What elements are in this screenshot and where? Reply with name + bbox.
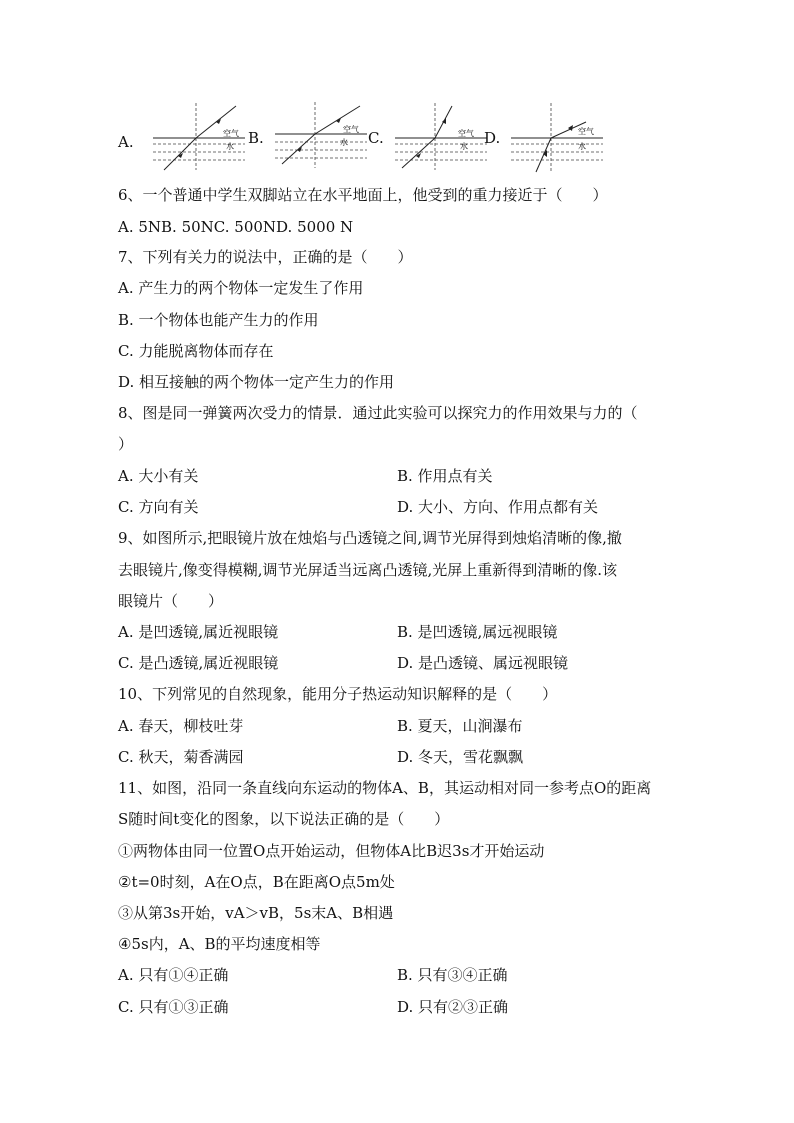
q8-option-c: C. 方向有关 — [118, 498, 199, 516]
q9-option-a: A. 是凹透镜,属近视眼镜 — [118, 623, 279, 641]
q11-stem-line1: 11、如图，沿同一条直线向东运动的物体A、B，其运动相对同一参考点O的距离 — [118, 779, 652, 797]
refraction-diagram-b — [270, 100, 370, 179]
figure-label-b: B. — [248, 129, 264, 147]
q7-option-c: C. 力能脱离物体而存在 — [118, 342, 274, 360]
water-label: 水 — [578, 142, 586, 151]
q11-statement-4: ④5s内，A、B的平均速度相等 — [118, 935, 321, 953]
q10-option-d: D. 冬天，雪花飘飘 — [397, 748, 524, 766]
q6-stem: 6、一个普通中学生双脚站立在水平地面上，他受到的重力接近于（ ） — [118, 186, 608, 204]
water-label: 水 — [226, 142, 234, 151]
q7-option-d: D. 相互接触的两个物体一定产生力的作用 — [118, 373, 395, 391]
figure-label-d: D. — [484, 129, 501, 147]
q6-options: A. 5NB. 50NC. 500ND. 5000 N — [118, 218, 354, 236]
q11-stem-line2: S随时间t变化的图象，以下说法正确的是（ ） — [118, 810, 450, 828]
air-label: 空气 — [578, 127, 594, 136]
q9-stem-line3: 眼镜片（ ） — [118, 592, 224, 610]
q11-option-a: A. 只有①④正确 — [118, 966, 229, 984]
air-label: 空气 — [223, 129, 239, 138]
q10-option-b: B. 夏天，山涧瀑布 — [397, 717, 523, 735]
q11-option-b: B. 只有③④正确 — [397, 966, 508, 984]
q7-option-a: A. 产生力的两个物体一定发生了作用 — [118, 279, 364, 297]
q9-option-d: D. 是凸透镜、属远视眼镜 — [397, 654, 569, 672]
q9-stem-line1: 9、如图所示,把眼镜片放在烛焰与凸透镜之间,调节光屏得到烛焰清晰的像,撤 — [118, 529, 622, 547]
q7-option-b: B. 一个物体也能产生力的作用 — [118, 311, 319, 329]
q9-stem-line2: 去眼镜片,像变得模糊,调节光屏适当远离凸透镜,光屏上重新得到清晰的像.该 — [118, 561, 618, 579]
q11-statement-1: ①两物体由同一位置O点开始运动，但物体A比B迟3s才开始运动 — [118, 842, 545, 860]
q11-option-d: D. 只有②③正确 — [397, 998, 509, 1016]
q7-stem: 7、下列有关力的说法中，正确的是（ ） — [118, 248, 413, 266]
air-label: 空气 — [343, 125, 359, 134]
q10-option-c: C. 秋天，菊香满园 — [118, 748, 244, 766]
q10-stem: 10、下列常见的自然现象，能用分子热运动知识解释的是（ ） — [118, 685, 558, 703]
q8-stem-line1: 8、图是同一弹簧两次受力的情景．通过此实验可以探究力的作用效果与力的（ — [118, 404, 638, 422]
air-label: 空气 — [458, 129, 474, 138]
refraction-diagram-d — [506, 100, 606, 179]
q9-option-b: B. 是凹透镜,属远视眼镜 — [397, 623, 558, 641]
refraction-figures-row — [118, 100, 618, 175]
water-label: 水 — [460, 142, 468, 151]
refraction-diagram-c — [390, 100, 490, 179]
figure-label-c: C. — [368, 129, 384, 147]
q11-statement-2: ②t=0时刻，A在O点，B在距离O点5m处 — [118, 873, 395, 891]
refraction-diagram-a — [148, 100, 248, 179]
figure-label-a: A. — [118, 133, 134, 151]
q8-option-b: B. 作用点有关 — [397, 467, 493, 485]
q8-option-a: A. 大小有关 — [118, 467, 199, 485]
water-label: 水 — [340, 138, 348, 147]
q8-option-d: D. 大小、方向、作用点都有关 — [397, 498, 599, 516]
q11-statement-3: ③从第3s开始，vA＞vB，5s末A、B相遇 — [118, 904, 394, 922]
q11-option-c: C. 只有①③正确 — [118, 998, 229, 1016]
q9-option-c: C. 是凸透镜,属近视眼镜 — [118, 654, 279, 672]
q8-stem-line2: ） — [118, 435, 134, 453]
q10-option-a: A. 春天，柳枝吐芽 — [118, 717, 244, 735]
